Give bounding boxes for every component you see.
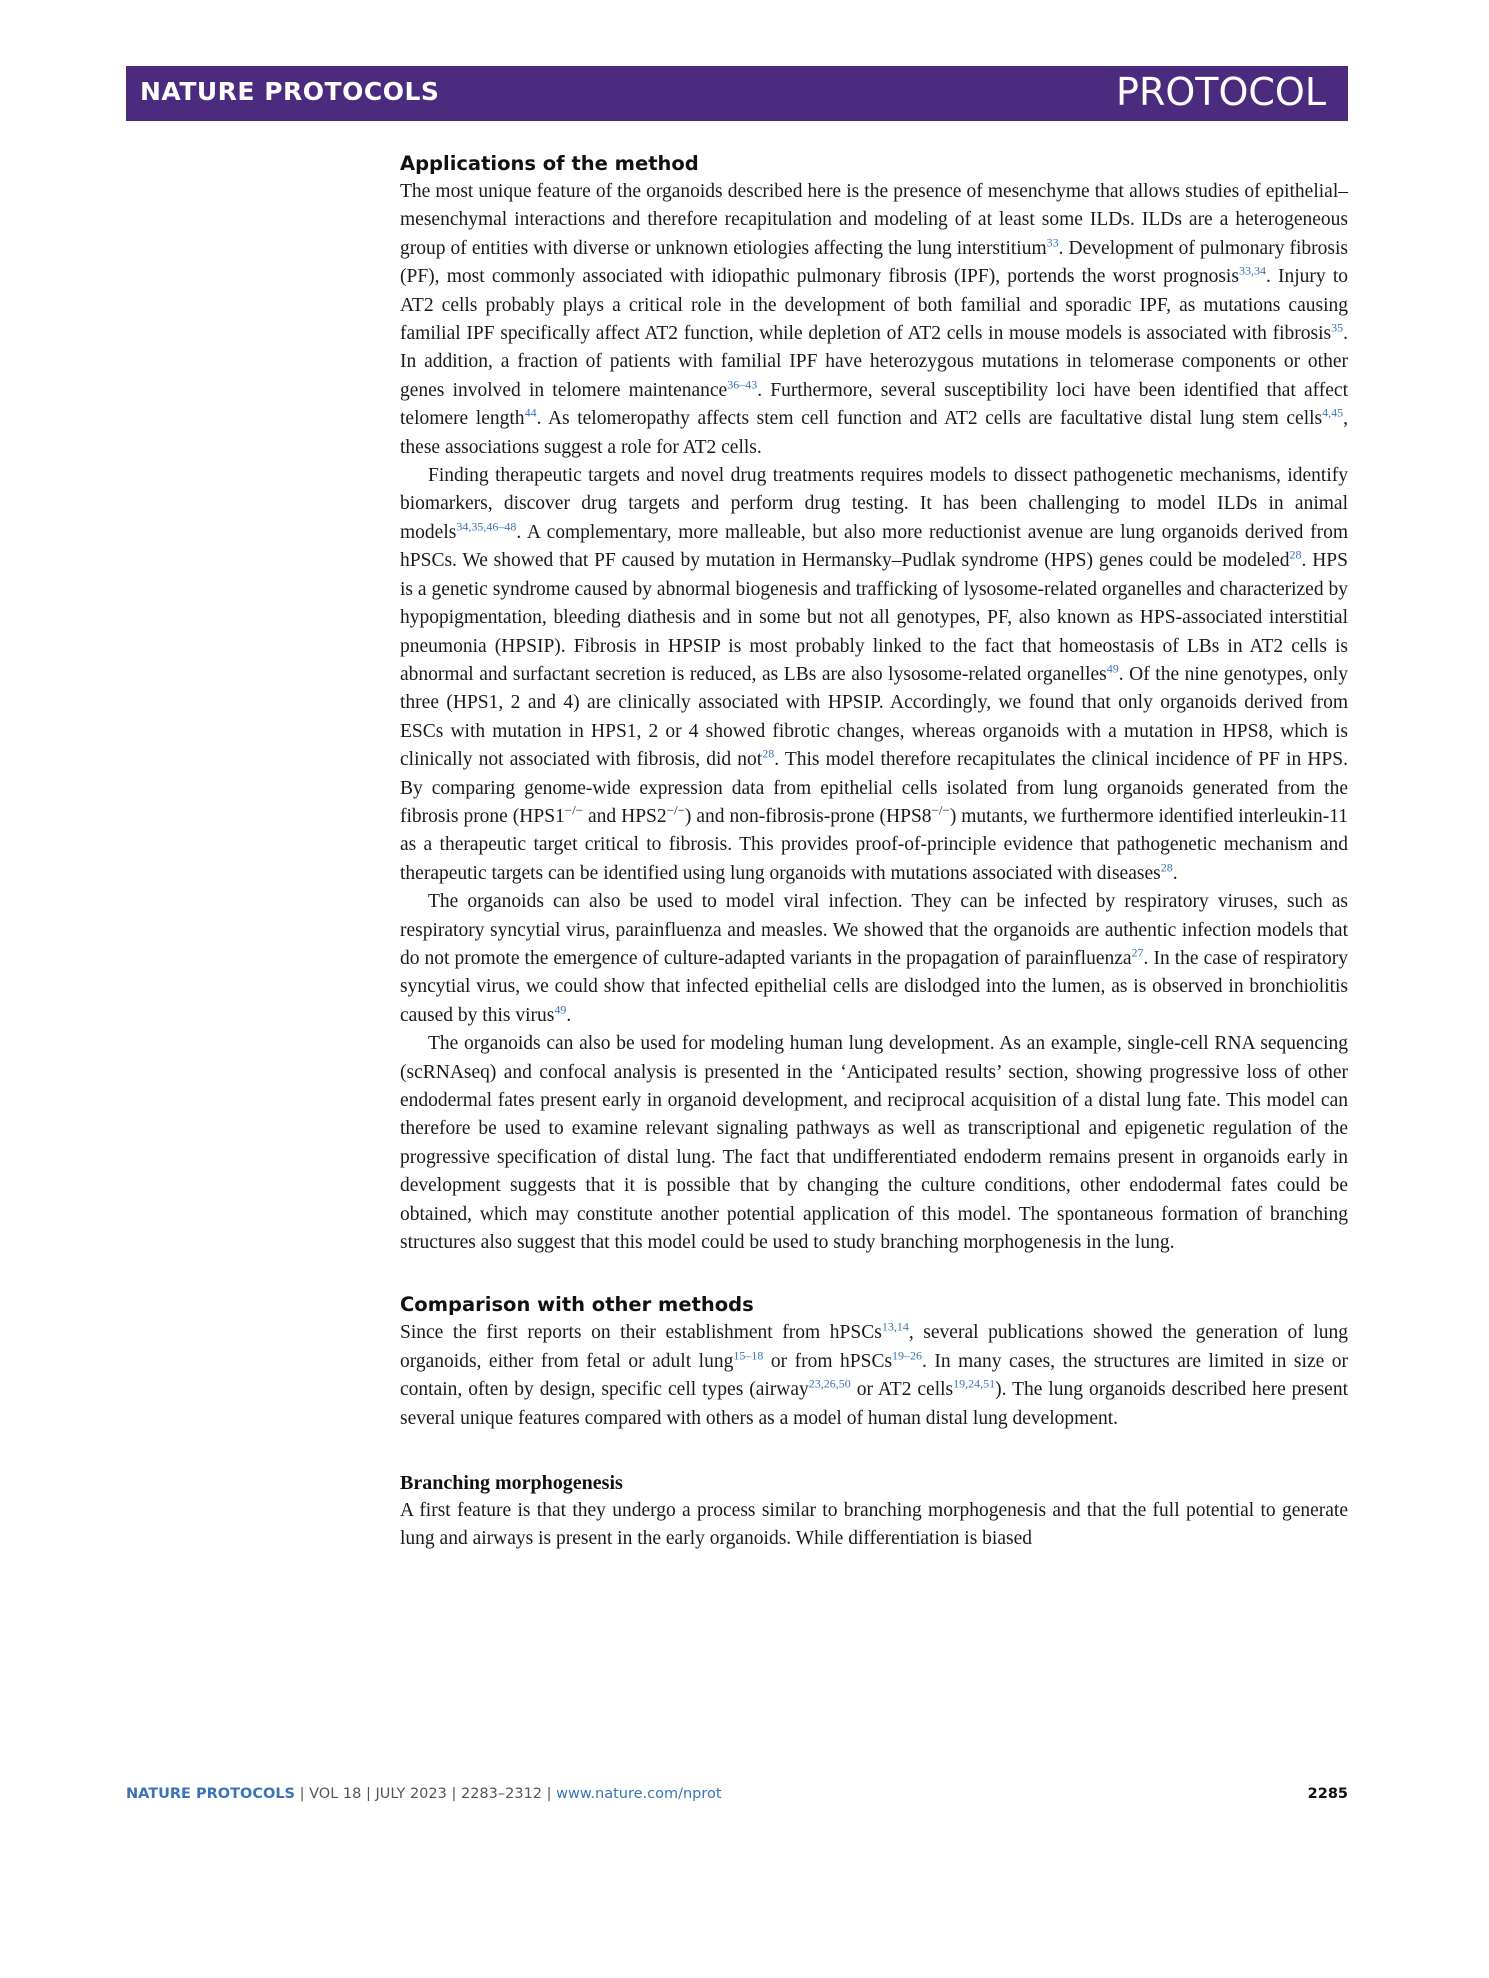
citation[interactable]: 28 — [1160, 860, 1173, 875]
citation[interactable]: 28 — [762, 746, 775, 761]
paragraph-applications-1: The most unique feature of the organoids described here is the presence of mesenchyme that allows studies of epithelial–mesenchymal interactions and therefore recapitulation and modeling of at least some ILDs. ILDs are a heterogeneous group of entities with diverse or unknown etiologies affecting the lung interstitium$^{33}$. Development of pulmonary fibrosis (PF), most commonly associated with idiopathic pulmonary fibrosis (IPF), portends the worst prognosis$^{33,34}$. Injury to AT2 cells probably plays a critical role in the development of both familial and sporadic IPF, as mutations causing familial IPF specifically affect AT2 function, while depletion of AT2 cells in mouse models is associated with fibrosis$^{35}$. In addition, a fraction of patients with familial IPF have heterozygous mutations in telomerase components or other genes involved in telomere maintenance$^{36-43}$. Furthermore, several susceptibility loci have been identified that affect telomere length$^{44}$. As telomeropathy affects stem cell function and AT2 cells are facultative distal lung stem cells$^{4,45}$, these associations suggest a role for AT2 cells. — [400, 181, 1348, 458]
genotype-superscript: −/− — [931, 802, 950, 818]
paragraph-applications-3: The organoids can also be used to model viral infection. They can be infected by respiratory viruses, such as respiratory syncytial virus, parainfluenza and measles. We showed that the organoids are authentic infection models that do not promote the emergence of culture-adapted variants in the propagation of parainfluenza$^{27}$. In the case of respiratory syncytial virus, we could show that infected epithelial cells are dislodged into the lumen, as is observed in bronchiolitis caused by this virus$^{49}$. — [400, 891, 1348, 1026]
footer-url[interactable]: www.nature.com/nprot — [556, 1786, 722, 1802]
citation[interactable]: 49 — [1106, 661, 1119, 676]
citation[interactable]: 44 — [524, 405, 537, 420]
article-body — [400, 150, 1348, 1554]
paragraph-applications-2: Finding therapeutic targets and novel drug treatments requires models to dissect pathogenetic mechanisms, identify biomarkers, discover drug targets and perform drug testing. It has been challenging to model ILDs in animal models$^{34,35,46-48}$. A complementary, more malleable, but also more reductionist avenue are lung organoids derived from hPSCs. We showed that PF caused by mutation in Hermansky–Pudlak syndrome (HPS) genes could be modeled$^{28}$. HPS is a genetic syndrome caused by abnormal biogenesis and trafficking of lysosome-related organelles and characterized by hypopigmentation, bleeding diathesis and in some but not all genotypes, PF, also known as HPS-associated interstitial pneumonia (HPSIP). Fibrosis in HPSIP is most probably linked to the fact that homeostasis of LBs in AT2 cells is abnormal and surfactant secretion is reduced, as LBs are also lysosome-related organelles$^{49}$. Of the nine genotypes, only three (HPS1, 2 and 4) are clinically associated with HPSIP. Accordingly, we found that only organoids derived from ESCs with mutation in HPS1, 2 or 4 showed fibrotic changes, whereas organoids with a mutation in HPS8, which is clinically not associated with fibrosis, did not$^{28}$. This model therefore recapitulates the clinical incidence of PF in HPS. By comparing genome-wide expression data from epithelial cells isolated from lung organoids generated from the fibrosis prone (HPS1−/− and HPS2−/−) and non-fibrosis-prone (HPS8−/−) mutants, we furthermore identified interleukin-11 as a therapeutic target critical to fibrosis. This provides proof-of-principle evidence that pathogenetic mechanism and therapeutic targets can be identified using lung organoids with mutations associated with diseases$^{28}$. — [400, 465, 1348, 884]
footer-citation: NATURE PROTOCOLS | VOL 18 | JULY 2023 | 2283–2312 | www.nature.com/nprot — [126, 1786, 722, 1802]
citation[interactable]: 19,24,51 — [953, 1376, 996, 1391]
genotype-superscript: −/− — [666, 802, 685, 818]
citation[interactable]: 28 — [1289, 547, 1302, 562]
citation[interactable]: 15–18 — [733, 1348, 764, 1363]
citation[interactable]: 34,35,46–48 — [456, 519, 517, 534]
citation[interactable]: 4,45 — [1322, 405, 1344, 420]
citation[interactable]: 33,34 — [1238, 263, 1266, 278]
citation[interactable]: 49 — [554, 1002, 567, 1017]
footer-journal[interactable]: NATURE PROTOCOLS — [126, 1786, 296, 1802]
footer-date: JULY 2023 — [375, 1786, 447, 1802]
citation[interactable]: 19–26 — [892, 1348, 923, 1363]
journal-name: NATURE PROTOCOLS — [140, 77, 440, 106]
paragraph-branching-1: A first feature is that they undergo a process similar to branching morphogenesis and that the full potential to generate lung and airways is present in the early organoids. While differentiation is biased — [400, 1500, 1348, 1550]
genotype-superscript: −/− — [564, 802, 584, 818]
citation[interactable]: 33 — [1046, 235, 1059, 250]
paragraph-applications-4: The organoids can also be used for modeling human lung development. As an example, single-cell RNA sequencing (scRNAseq) and confocal analysis is presented in the ‘Anticipated results’ section, showing progressive loss of other endodermal fates present early in organoid development, and reciprocal acquisition of a distal lung fate. This model can therefore be used to examine relevant signaling pathways as well as transcriptional and epigenetic regulation of the progressive specification of distal lung. The fact that undifferentiated endoderm remains present in organoids early in development suggests that it is possible that by changing the culture conditions, other endodermal fates could be obtained, which may constitute another potential application of this model. The spontaneous formation of branching structures also suggest that this model could be used to study branching morphogenesis in the lung. — [400, 1033, 1348, 1254]
citation[interactable]: 27 — [1131, 945, 1144, 960]
subsection-heading-branching: Branching morphogenesis — [400, 1472, 623, 1495]
section-heading-applications: Applications of the method — [400, 152, 699, 175]
citation[interactable]: 36–43 — [727, 377, 758, 392]
citation[interactable]: 35 — [1331, 320, 1344, 335]
page-number: 2285 — [1307, 1786, 1348, 1802]
paragraph-comparison-1: Since the first reports on their establishment from hPSCs$^{13,14}$, several publications showed the generation of lung organoids, either from fetal or adult lung$^{15-18}$ or from hPSCs$^{19-26}$. In many cases, the structures are limited in size or contain, often by design, specific cell types (airway$^{23,26,50}$ or AT2 cells$^{19,24,51}$). The lung organoids described here present several unique features compared with others as a model of human distal lung development. — [400, 1319, 1349, 1429]
page-footer — [126, 1786, 1348, 1812]
footer-pages: 2283–2312 — [460, 1786, 543, 1802]
section-heading-comparison: Comparison with other methods — [400, 1293, 754, 1317]
citation[interactable]: 23,26,50 — [808, 1376, 851, 1391]
header-bar — [126, 66, 1348, 121]
article-type: PROTOCOL — [1116, 70, 1326, 114]
footer-volume: VOL 18 — [309, 1786, 362, 1802]
citation[interactable]: 13,14 — [881, 1319, 909, 1334]
